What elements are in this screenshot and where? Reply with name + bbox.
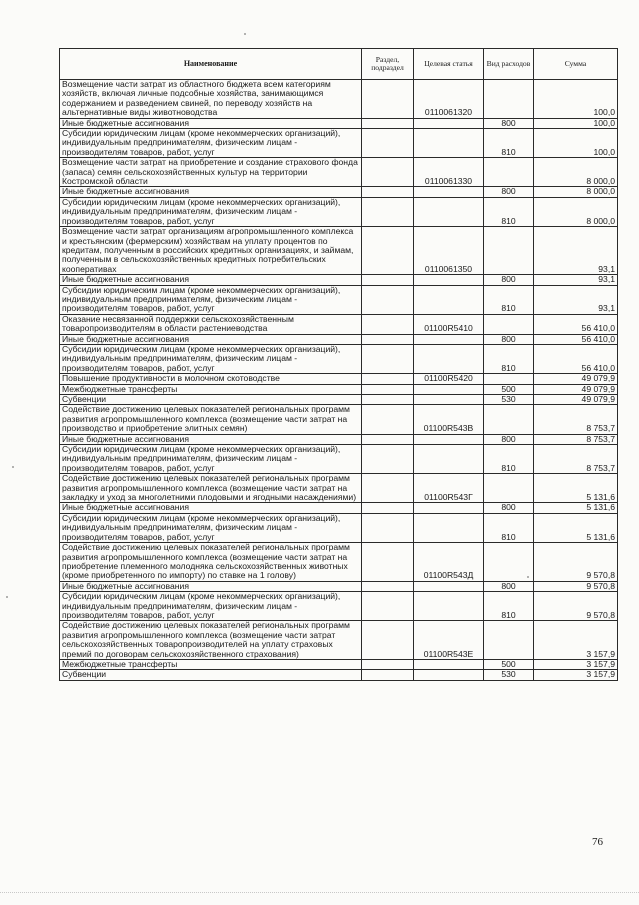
row-name: Субсидии юридическим лицам (кроме некоммерческих организаций), индивидуальным предпринимателям, физическим лицам - производителям товаров, работ, услуг [60, 285, 362, 314]
row-section [362, 80, 414, 119]
row-name: Содействие достижению целевых показателей региональных программ развития агропромышленного комплекса (возмещение части затрат сельскохозяйственных товаропроизводителей на уплату страховых премий по договорам сельскохозяйственного страхования) [60, 621, 362, 660]
row-sum: 8 753,7 [534, 445, 618, 474]
table-row [60, 659, 618, 669]
row-target: 01100R543Д [414, 543, 484, 582]
row-sum: 49 079,9 [534, 384, 618, 394]
row-sum: 8 000,0 [534, 158, 618, 187]
table-row [60, 344, 618, 373]
row-name: Иные бюджетные ассигнования [60, 581, 362, 591]
row-sum: 49 079,9 [534, 395, 618, 405]
row-name: Субсидии юридическим лицам (кроме некоммерческих организаций), индивидуальным предпринимателям, физическим лицам - производителям товаров, работ, услуг [60, 592, 362, 621]
row-name: Субсидии юридическим лицам (кроме некоммерческих организаций), индивидуальным предпринимателям, физическим лицам - производителям товаров, работ, услуг [60, 344, 362, 373]
row-type: 810 [484, 344, 534, 373]
row-section [362, 129, 414, 158]
row-target: 01100R543Е [414, 621, 484, 660]
budget-table-container [59, 48, 617, 681]
row-sum: 100,0 [534, 80, 618, 119]
table-row [60, 405, 618, 434]
row-name: Возмещение части затрат из областного бюджета всем категориям хозяйств, включая личные подсобные хозяйства, занимающимся содержанием и разведением свиней, по переводу хозяйств на альтернативные виды животноводства [60, 80, 362, 119]
row-type [484, 405, 534, 434]
row-name: Межбюджетные трансферты [60, 659, 362, 669]
row-sum: 8 000,0 [534, 197, 618, 226]
row-name: Иные бюджетные ассигнования [60, 275, 362, 285]
table-row [60, 129, 618, 158]
row-sum: 100,0 [534, 129, 618, 158]
row-type [484, 474, 534, 503]
row-target [414, 659, 484, 669]
row-target [414, 197, 484, 226]
table-row [60, 445, 618, 474]
row-section [362, 405, 414, 434]
table-row [60, 314, 618, 334]
row-type [484, 543, 534, 582]
table-row [60, 285, 618, 314]
row-section [362, 227, 414, 275]
row-section [362, 474, 414, 503]
table-row [60, 187, 618, 197]
row-sum: 5 131,6 [534, 474, 618, 503]
row-type: 530 [484, 670, 534, 680]
table-row [60, 197, 618, 226]
row-name: Повышение продуктивности в молочном скотоводстве [60, 374, 362, 384]
row-name: Иные бюджетные ассигнования [60, 434, 362, 444]
table-row [60, 158, 618, 187]
table-row [60, 227, 618, 275]
row-target [414, 395, 484, 405]
table-row [60, 581, 618, 591]
row-section [362, 374, 414, 384]
row-sum: 9 570,8 [534, 581, 618, 591]
row-target [414, 118, 484, 128]
scan-speck [244, 33, 246, 35]
row-section [362, 543, 414, 582]
row-type: 530 [484, 395, 534, 405]
row-sum: 56 410,0 [534, 314, 618, 334]
row-sum: 56 410,0 [534, 334, 618, 344]
row-type: 810 [484, 285, 534, 314]
row-type: 810 [484, 445, 534, 474]
row-sum: 3 157,9 [534, 659, 618, 669]
row-name: Иные бюджетные ассигнования [60, 334, 362, 344]
row-section [362, 187, 414, 197]
row-name: Субвенции [60, 395, 362, 405]
row-sum: 93,1 [534, 275, 618, 285]
table-row [60, 503, 618, 513]
row-name: Субвенции [60, 670, 362, 680]
row-name: Возмещение части затрат на приобретение и создание страхового фонда (запаса) семян сельскохозяйственных культур на территории Костромской области [60, 158, 362, 187]
row-name: Оказание несвязанной поддержки сельскохозяйственным товаропроизводителям в области растениеводства [60, 314, 362, 334]
row-name: Межбюджетные трансферты [60, 384, 362, 394]
table-header-row [60, 49, 618, 80]
row-target [414, 670, 484, 680]
row-sum: 93,1 [534, 227, 618, 275]
header-section: Раздел, подраздел [362, 49, 414, 80]
row-name: Субсидии юридическим лицам (кроме некоммерческих организаций), индивидуальным предпринимателям, физическим лицам - производителям товаров, работ, услуг [60, 197, 362, 226]
row-type: 800 [484, 503, 534, 513]
row-name: Иные бюджетные ассигнования [60, 118, 362, 128]
row-type: 800 [484, 334, 534, 344]
row-name: Содействие достижению целевых показателей региональных программ развития агропромышленного комплекса (возмещение части затрат на производство и приобретение элитных семян) [60, 405, 362, 434]
row-section [362, 659, 414, 669]
row-target: 01100R5420 [414, 374, 484, 384]
row-name: Субсидии юридическим лицам (кроме некоммерческих организаций), индивидуальным предпринимателям, физическим лицам - производителям товаров, работ, услуг [60, 513, 362, 542]
table-row [60, 118, 618, 128]
row-sum: 8 753,7 [534, 434, 618, 444]
row-section [362, 581, 414, 591]
row-section [362, 334, 414, 344]
row-type: 800 [484, 275, 534, 285]
row-target [414, 334, 484, 344]
table-row [60, 621, 618, 660]
row-name: Содействие достижению целевых показателей региональных программ развития агропромышленного комплекса (возмещение части затрат на приобретение племенного молодняка сельскохозяйственных животных (кроме приобретенного по импорту) по ставке на 1 голову) [60, 543, 362, 582]
header-target: Целевая статья [414, 49, 484, 80]
table-row [60, 374, 618, 384]
row-sum: 3 157,9 [534, 621, 618, 660]
row-target [414, 581, 484, 591]
row-section [362, 275, 414, 285]
row-target [414, 275, 484, 285]
row-target [414, 285, 484, 314]
row-section [362, 158, 414, 187]
row-section [362, 118, 414, 128]
table-row [60, 513, 618, 542]
scan-edge-line [0, 892, 639, 894]
header-type: Вид расходов [484, 49, 534, 80]
row-target: 01100R543Г [414, 474, 484, 503]
row-type [484, 227, 534, 275]
row-section [362, 670, 414, 680]
row-sum: 8 753,7 [534, 405, 618, 434]
header-name: Наименование [60, 49, 362, 80]
row-name: Субсидии юридическим лицам (кроме некоммерческих организаций), индивидуальным предпринимателям, физическим лицам - производителям товаров, работ, услуг [60, 129, 362, 158]
scan-speck [527, 576, 529, 578]
table-body [60, 80, 618, 681]
row-name: Иные бюджетные ассигнования [60, 187, 362, 197]
row-type [484, 374, 534, 384]
table-row [60, 275, 618, 285]
row-target [414, 344, 484, 373]
row-target: 0110061350 [414, 227, 484, 275]
scan-speck [6, 596, 8, 598]
row-type: 810 [484, 129, 534, 158]
row-type: 800 [484, 581, 534, 591]
row-section [362, 445, 414, 474]
row-name: Возмещение части затрат организациям агропромышленного комплекса и крестьянским (фермерским) хозяйствам на уплату процентов по кредитам, полученным в российских кредитных организациях, и займам, полученным в сельскохозяйственных кредитных потребительских кооперативах [60, 227, 362, 275]
row-type: 810 [484, 513, 534, 542]
row-name: Субсидии юридическим лицам (кроме некоммерческих организаций), индивидуальным предпринимателям, физическим лицам - производителям товаров, работ, услуг [60, 445, 362, 474]
row-type: 800 [484, 434, 534, 444]
row-type [484, 80, 534, 119]
row-sum: 100,0 [534, 118, 618, 128]
budget-table [59, 48, 618, 681]
table-row [60, 334, 618, 344]
row-section [362, 395, 414, 405]
row-target [414, 445, 484, 474]
row-target [414, 187, 484, 197]
row-sum: 93,1 [534, 285, 618, 314]
row-target [414, 503, 484, 513]
row-target [414, 434, 484, 444]
row-section [362, 285, 414, 314]
row-sum: 9 570,8 [534, 543, 618, 582]
row-sum: 49 079,9 [534, 374, 618, 384]
table-row [60, 395, 618, 405]
table-row [60, 384, 618, 394]
row-type: 500 [484, 659, 534, 669]
row-sum: 5 131,6 [534, 503, 618, 513]
row-type: 800 [484, 187, 534, 197]
row-sum: 9 570,8 [534, 592, 618, 621]
row-name: Содействие достижению целевых показателей региональных программ развития агропромышленного комплекса (возмещение части затрат на закладку и уход за многолетними плодовыми и ягодными насаждениями) [60, 474, 362, 503]
page-number: 76 [592, 836, 603, 848]
row-sum: 56 410,0 [534, 344, 618, 373]
row-sum: 3 157,9 [534, 670, 618, 680]
row-section [362, 384, 414, 394]
row-target [414, 384, 484, 394]
row-section [362, 513, 414, 542]
table-row [60, 670, 618, 680]
row-type [484, 158, 534, 187]
row-section [362, 197, 414, 226]
row-type [484, 314, 534, 334]
row-type: 500 [484, 384, 534, 394]
row-type [484, 621, 534, 660]
row-section [362, 434, 414, 444]
row-type: 800 [484, 118, 534, 128]
row-section [362, 592, 414, 621]
table-row [60, 474, 618, 503]
table-row [60, 543, 618, 582]
table-row [60, 592, 618, 621]
row-name: Иные бюджетные ассигнования [60, 503, 362, 513]
row-section [362, 621, 414, 660]
row-section [362, 314, 414, 334]
row-target: 01100R5410 [414, 314, 484, 334]
table-row [60, 434, 618, 444]
row-type: 810 [484, 592, 534, 621]
row-target [414, 513, 484, 542]
row-target: 0110061320 [414, 80, 484, 119]
table-row [60, 80, 618, 119]
row-target [414, 592, 484, 621]
row-sum: 5 131,6 [534, 513, 618, 542]
scan-speck [12, 466, 14, 468]
row-section [362, 344, 414, 373]
row-target: 01100R543В [414, 405, 484, 434]
row-section [362, 503, 414, 513]
header-sum: Сумма [534, 49, 618, 80]
row-target [414, 129, 484, 158]
row-target: 0110061330 [414, 158, 484, 187]
row-sum: 8 000,0 [534, 187, 618, 197]
row-type: 810 [484, 197, 534, 226]
